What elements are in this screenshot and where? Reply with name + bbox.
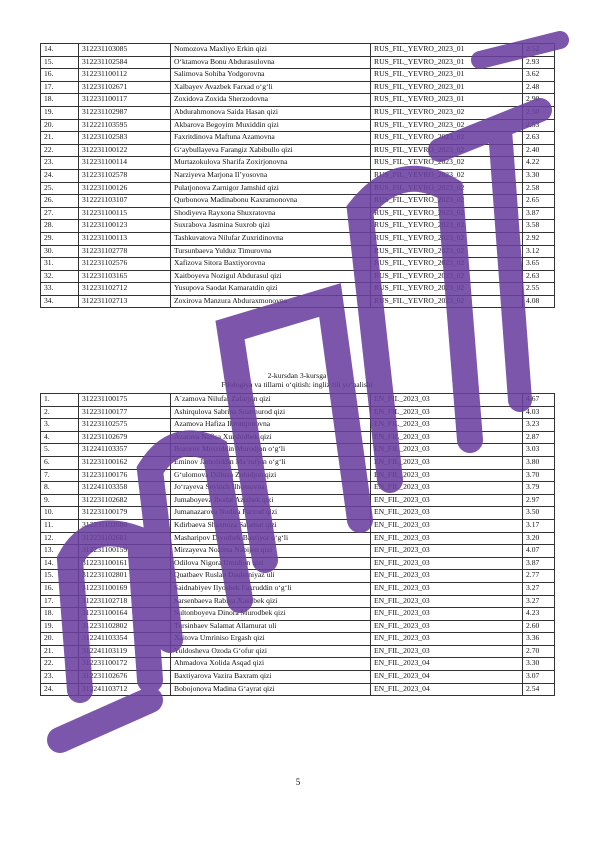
table-row <box>41 182 555 195</box>
gpa-score: 2.90 <box>523 94 555 107</box>
student-name: Mirzayeva Nozima Nabijon qizi <box>171 545 371 558</box>
student-name: Baxtiyarova Vazira Baxram qizi <box>171 671 371 684</box>
row-number: 2. <box>41 406 79 419</box>
students-table-russian <box>40 43 555 308</box>
student-id: 312241103357 <box>79 444 171 457</box>
row-number: 29. <box>41 232 79 245</box>
student-id: 312231100162 <box>79 456 171 469</box>
table-row <box>41 431 555 444</box>
row-number: 15. <box>41 570 79 583</box>
student-id: 312231100172 <box>79 658 171 671</box>
group-code: RUS_FIL_YEVRO_2023_02 <box>371 295 523 308</box>
student-name: Shodiyeva Rayxona Shuxratovna <box>171 207 371 220</box>
gpa-score: 4.22 <box>523 157 555 170</box>
gpa-score: 3.58 <box>523 220 555 233</box>
gpa-score: 2.97 <box>523 494 555 507</box>
student-name: Narziyeva Marjona Il’yosovna <box>171 169 371 182</box>
table-row <box>41 69 555 82</box>
student-name: G‘aybullayeva Farangiz Xabibullo qizi <box>171 144 371 157</box>
table-row <box>41 195 555 208</box>
student-id: 312221103107 <box>79 195 171 208</box>
student-id: 312231102575 <box>79 419 171 432</box>
student-name: Tursinbaev Salamat Allamurat uli <box>171 620 371 633</box>
row-number: 3. <box>41 419 79 432</box>
student-id: 312231100164 <box>79 608 171 621</box>
group-code: RUS_FIL_YEVRO_2023_02 <box>371 258 523 271</box>
student-id: 312231100179 <box>79 507 171 520</box>
gpa-score: 2.87 <box>523 431 555 444</box>
student-name: Yusupova Saodat Kamaratdin qizi <box>171 283 371 296</box>
student-id: 312231100123 <box>79 220 171 233</box>
student-name: Masharipov Diyorbek Baxtiyor o‘g‘li <box>171 532 371 545</box>
student-id: 312231102583 <box>79 132 171 145</box>
gpa-score: 3.87 <box>523 207 555 220</box>
gpa-score: 3.65 <box>523 258 555 271</box>
student-name: Tursunbaeva Yulduz Timurovna <box>171 245 371 258</box>
row-number: 23. <box>41 671 79 684</box>
student-id: 312231100177 <box>79 406 171 419</box>
student-id: 312231102801 <box>79 570 171 583</box>
student-id: 312241103119 <box>79 645 171 658</box>
row-number: 28. <box>41 220 79 233</box>
table-row <box>41 557 555 570</box>
group-code: EN_FIL_2023_03 <box>371 456 523 469</box>
table-row <box>41 119 555 132</box>
student-id: 312231100159 <box>79 545 171 558</box>
group-code: RUS_FIL_YEVRO_2023_02 <box>371 232 523 245</box>
student-id: 312231102681 <box>79 532 171 545</box>
students-table-english <box>40 393 555 696</box>
table-row <box>41 283 555 296</box>
table-row <box>41 482 555 495</box>
student-id: 312231100176 <box>79 469 171 482</box>
table-row <box>41 494 555 507</box>
group-code: RUS_FIL_YEVRO_2023_02 <box>371 283 523 296</box>
table-row <box>41 671 555 684</box>
gpa-score: 2.50 <box>523 106 555 119</box>
student-name: Quatbaev Ruslan Dauletniyaz uli <box>171 570 371 583</box>
gpa-score: 3.87 <box>523 557 555 570</box>
gpa-score: 2.55 <box>523 283 555 296</box>
row-number: 11. <box>41 519 79 532</box>
student-name: Kdirbaeva Shaxnoza Salamat qizi <box>171 519 371 532</box>
student-name: Abdurahmonova Saida Hasan qizi <box>171 106 371 119</box>
gpa-score: 3.17 <box>523 519 555 532</box>
row-number: 22. <box>41 658 79 671</box>
group-code: EN_FIL_2023_04 <box>371 658 523 671</box>
group-code: RUS_FIL_YEVRO_2023_02 <box>371 144 523 157</box>
table-row <box>41 532 555 545</box>
row-number: 4. <box>41 431 79 444</box>
row-number: 16. <box>41 582 79 595</box>
group-code: RUS_FIL_YEVRO_2023_01 <box>371 69 523 82</box>
row-number: 20. <box>41 633 79 646</box>
student-name: G‘ulomova Dilfuza Zohidjon qizi <box>171 469 371 482</box>
table-row <box>41 683 555 696</box>
row-number: 27. <box>41 207 79 220</box>
table-row <box>41 620 555 633</box>
student-name: Saidnabiyev Ilyosbek Faxruddin o‘g‘li <box>171 582 371 595</box>
gpa-score: 2.65 <box>523 195 555 208</box>
student-id: 312231102712 <box>79 283 171 296</box>
student-id: 312231102802 <box>79 620 171 633</box>
table-row <box>41 608 555 621</box>
student-name: A`zamova Nilufar Zafarjon qizi <box>171 394 371 407</box>
group-code: RUS_FIL_YEVRO_2023_02 <box>371 195 523 208</box>
table-row <box>41 456 555 469</box>
student-id: 312231102718 <box>79 595 171 608</box>
table-row <box>41 258 555 271</box>
student-name: Ahmadova Xolida Asqad qizi <box>171 658 371 671</box>
row-number: 19. <box>41 620 79 633</box>
gpa-score: 2.63 <box>523 132 555 145</box>
gpa-score: 3.30 <box>523 658 555 671</box>
student-id: 312231103085 <box>79 44 171 57</box>
gpa-score: 2.63 <box>523 270 555 283</box>
group-code: RUS_FIL_YEVRO_2023_02 <box>371 182 523 195</box>
row-number: 10. <box>41 507 79 520</box>
gpa-score: 3.36 <box>523 633 555 646</box>
student-name: Faxritdinova Maftuna Azamovna <box>171 132 371 145</box>
group-code: EN_FIL_2023_03 <box>371 507 523 520</box>
table-row <box>41 645 555 658</box>
student-name: Qurbonova Madinabonu Kaxramonovna <box>171 195 371 208</box>
table-row <box>41 295 555 308</box>
table-row <box>41 132 555 145</box>
student-name: Azatova Nafisa Xurshidbek qizi <box>171 431 371 444</box>
gpa-score: 3.80 <box>523 456 555 469</box>
student-name: Jumaboyeva Ibodat Azizbek qizi <box>171 494 371 507</box>
student-name: Tashkuvatova Nilufar Zuxridinovna <box>171 232 371 245</box>
group-code: EN_FIL_2023_03 <box>371 545 523 558</box>
student-id: 312231100169 <box>79 582 171 595</box>
student-name: Jo‘rayeva Sevinch Ilhomovna <box>171 482 371 495</box>
student-name: Salimova Sohiba Yodgorovna <box>171 69 371 82</box>
group-code: RUS_FIL_YEVRO_2023_02 <box>371 169 523 182</box>
group-code: RUS_FIL_YEVRO_2023_02 <box>371 207 523 220</box>
row-number: 17. <box>41 595 79 608</box>
student-id: 312231102578 <box>79 169 171 182</box>
student-id: 312231100115 <box>79 207 171 220</box>
table-row <box>41 658 555 671</box>
row-number: 9. <box>41 494 79 507</box>
student-name: Xaitova Umriniso Ergash qizi <box>171 633 371 646</box>
row-number: 34. <box>41 295 79 308</box>
student-name: Azamova Hafiza Ikromjonovna <box>171 419 371 432</box>
student-id: 312231102778 <box>79 245 171 258</box>
student-name: Pulatjonova Zarnigor Jamshid qizi <box>171 182 371 195</box>
row-number: 1. <box>41 394 79 407</box>
student-id: 312231102584 <box>79 56 171 69</box>
row-number: 6. <box>41 456 79 469</box>
row-number: 14. <box>41 44 79 57</box>
group-code: EN_FIL_2023_03 <box>371 557 523 570</box>
row-number: 5. <box>41 444 79 457</box>
student-name: Murtazokulova Sharifa Zoxirjonovna <box>171 157 371 170</box>
row-number: 17. <box>41 81 79 94</box>
group-code: RUS_FIL_YEVRO_2023_02 <box>371 157 523 170</box>
group-code: RUS_FIL_YEVRO_2023_01 <box>371 81 523 94</box>
row-number: 14. <box>41 557 79 570</box>
student-id: 312231100117 <box>79 94 171 107</box>
group-code: EN_FIL_2023_03 <box>371 406 523 419</box>
gpa-score: 3.03 <box>523 444 555 457</box>
table-row <box>41 570 555 583</box>
gpa-score: 3.07 <box>523 671 555 684</box>
student-id: 312231100112 <box>79 69 171 82</box>
student-id: 312231102576 <box>79 258 171 271</box>
page-number: 5 <box>295 777 301 787</box>
table-row <box>41 56 555 69</box>
table-row <box>41 207 555 220</box>
gpa-score: 2.53 <box>523 119 555 132</box>
row-number: 33. <box>41 283 79 296</box>
table-row <box>41 519 555 532</box>
student-id: 312231102713 <box>79 295 171 308</box>
student-id: 312231100114 <box>79 157 171 170</box>
table-row <box>41 444 555 457</box>
student-id: 312231103165 <box>79 270 171 283</box>
gpa-score: 2.40 <box>523 144 555 157</box>
gpa-score: 2.93 <box>523 56 555 69</box>
student-name: Sarsenbaeva Rabiya Xasilbek qizi <box>171 595 371 608</box>
student-name: Sultonboyeva Dinora Murodbek qizi <box>171 608 371 621</box>
table-row <box>41 394 555 407</box>
group-code: EN_FIL_2023_03 <box>371 444 523 457</box>
table-row <box>41 81 555 94</box>
student-id: 312241103712 <box>79 683 171 696</box>
table-row <box>41 582 555 595</box>
row-number: 26. <box>41 195 79 208</box>
student-name: Akbarova Begoyim Muxiddin qizi <box>171 119 371 132</box>
table-row <box>41 157 555 170</box>
gpa-score: 3.30 <box>523 169 555 182</box>
group-code: EN_FIL_2023_03 <box>371 570 523 583</box>
group-code: RUS_FIL_YEVRO_2023_02 <box>371 119 523 132</box>
row-number: 20. <box>41 119 79 132</box>
group-code: EN_FIL_2023_04 <box>371 683 523 696</box>
table-row <box>41 545 555 558</box>
row-number: 12. <box>41 532 79 545</box>
gpa-score: 3.23 <box>523 419 555 432</box>
table-row <box>41 169 555 182</box>
student-id: 312221103595 <box>79 119 171 132</box>
table-row <box>41 94 555 107</box>
row-number: 21. <box>41 132 79 145</box>
student-id: 312231100126 <box>79 182 171 195</box>
row-number: 25. <box>41 182 79 195</box>
student-name: Yuldosheva Ozoda G‘ofur qizi <box>171 645 371 658</box>
student-name: Bozorov Mexriddin Murodjon o‘g‘li <box>171 444 371 457</box>
student-name: Ashirqulova Sabrina Soatmurod qizi <box>171 406 371 419</box>
student-id: 312231100175 <box>79 394 171 407</box>
row-number: 15. <box>41 56 79 69</box>
table-row <box>41 144 555 157</box>
gpa-score: 4.23 <box>523 608 555 621</box>
gpa-score: 3.62 <box>523 69 555 82</box>
group-code: EN_FIL_2023_03 <box>371 620 523 633</box>
row-number: 24. <box>41 683 79 696</box>
group-code: RUS_FIL_YEVRO_2023_01 <box>371 44 523 57</box>
student-name: Xalbayev Avazbek Farxad o‘g‘li <box>171 81 371 94</box>
gpa-score: 2.92 <box>523 232 555 245</box>
gpa-score: 2.58 <box>523 182 555 195</box>
row-number: 31. <box>41 258 79 271</box>
table-row <box>41 220 555 233</box>
gpa-score: 3.70 <box>523 469 555 482</box>
row-number: 32. <box>41 270 79 283</box>
gpa-score: 4.07 <box>523 545 555 558</box>
gpa-score: 2.60 <box>523 620 555 633</box>
row-number: 23. <box>41 157 79 170</box>
group-code: EN_FIL_2023_04 <box>371 671 523 684</box>
table-row <box>41 245 555 258</box>
student-id: 312231102987 <box>79 106 171 119</box>
student-name: Suxrabova Jasmina Suxrob qizi <box>171 220 371 233</box>
gpa-score: 3.27 <box>523 595 555 608</box>
group-code: RUS_FIL_YEVRO_2023_02 <box>371 270 523 283</box>
gpa-score: 2.54 <box>523 683 555 696</box>
group-code: EN_FIL_2023_03 <box>371 431 523 444</box>
group-code: EN_FIL_2023_03 <box>371 519 523 532</box>
student-id: 312231102679 <box>79 431 171 444</box>
group-code: EN_FIL_2023_03 <box>371 532 523 545</box>
group-code: EN_FIL_2023_03 <box>371 419 523 432</box>
group-code: EN_FIL_2023_03 <box>371 645 523 658</box>
gpa-score: 4.03 <box>523 406 555 419</box>
group-code: EN_FIL_2023_03 <box>371 633 523 646</box>
row-number: 13. <box>41 545 79 558</box>
table-row <box>41 106 555 119</box>
row-number: 8. <box>41 482 79 495</box>
group-code: RUS_FIL_YEVRO_2023_01 <box>371 94 523 107</box>
student-id: 312231100122 <box>79 144 171 157</box>
gpa-score: 3.50 <box>523 507 555 520</box>
gpa-score: 2.70 <box>523 645 555 658</box>
group-code: RUS_FIL_YEVRO_2023_01 <box>371 56 523 69</box>
table-row <box>41 419 555 432</box>
row-number: 16. <box>41 69 79 82</box>
gpa-score: 2.77 <box>523 570 555 583</box>
student-name: Zoxidova Zoxida Sherzodovna <box>171 94 371 107</box>
gpa-score: 3.27 <box>523 582 555 595</box>
student-id: 312231100161 <box>79 557 171 570</box>
gpa-score: 2.52 <box>523 44 555 57</box>
group-code: EN_FIL_2023_03 <box>371 608 523 621</box>
student-name: Nomozova Maxliyo Erkin qizi <box>171 44 371 57</box>
gpa-score: 4.67 <box>523 394 555 407</box>
row-number: 19. <box>41 106 79 119</box>
group-code: EN_FIL_2023_03 <box>371 482 523 495</box>
table-row <box>41 270 555 283</box>
group-code: RUS_FIL_YEVRO_2023_02 <box>371 245 523 258</box>
gpa-score: 3.79 <box>523 482 555 495</box>
row-number: 7. <box>41 469 79 482</box>
student-id: 312231102671 <box>79 81 171 94</box>
student-name: Odilova Nigora Umidjon qizi <box>171 557 371 570</box>
watermark-stroke-1 <box>60 700 150 740</box>
student-id: 312231102680 <box>79 519 171 532</box>
gpa-score: 3.12 <box>523 245 555 258</box>
course-heading: 2-kursdan 3-kursga <box>267 371 327 380</box>
row-number: 30. <box>41 245 79 258</box>
student-name: O‘ktamova Bonu Abdurasulovna <box>171 56 371 69</box>
group-code: RUS_FIL_YEVRO_2023_02 <box>371 106 523 119</box>
group-code: EN_FIL_2023_03 <box>371 469 523 482</box>
group-code: EN_FIL_2023_03 <box>371 595 523 608</box>
table-row <box>41 232 555 245</box>
student-name: Eminov Jamoliddin Ma’rufjon o‘g‘li <box>171 456 371 469</box>
row-number: 18. <box>41 608 79 621</box>
student-name: Xaitboyeva Nozigul Abdurasul qizi <box>171 270 371 283</box>
row-number: 24. <box>41 169 79 182</box>
gpa-score: 4.08 <box>523 295 555 308</box>
student-id: 312241103354 <box>79 633 171 646</box>
student-id: 312231102682 <box>79 494 171 507</box>
student-name: Bobojonova Madina G‘ayrat qizi <box>171 683 371 696</box>
table-row <box>41 507 555 520</box>
student-name: Xafizova Sitora Baxtiyorovna <box>171 258 371 271</box>
student-id: 312231102676 <box>79 671 171 684</box>
gpa-score: 3.20 <box>523 532 555 545</box>
row-number: 21. <box>41 645 79 658</box>
student-id: 312241103358 <box>79 482 171 495</box>
group-code: EN_FIL_2023_03 <box>371 394 523 407</box>
table-row <box>41 44 555 57</box>
group-code: RUS_FIL_YEVRO_2023_02 <box>371 132 523 145</box>
table-row <box>41 595 555 608</box>
student-name: Zoxirova Manzura Abduraxmonovna <box>171 295 371 308</box>
student-name: Jumanazarova Nodira Farxod qizi <box>171 507 371 520</box>
gpa-score: 2.48 <box>523 81 555 94</box>
group-code: EN_FIL_2023_03 <box>371 582 523 595</box>
program-heading: Filologiya va tillarni o‘qitish: ingliz tili yo‘nalishi <box>221 380 373 389</box>
table-row <box>41 469 555 482</box>
group-code: EN_FIL_2023_03 <box>371 494 523 507</box>
table-row <box>41 633 555 646</box>
table-row <box>41 406 555 419</box>
row-number: 18. <box>41 94 79 107</box>
student-id: 312231100113 <box>79 232 171 245</box>
group-code: RUS_FIL_YEVRO_2023_02 <box>371 220 523 233</box>
row-number: 22. <box>41 144 79 157</box>
